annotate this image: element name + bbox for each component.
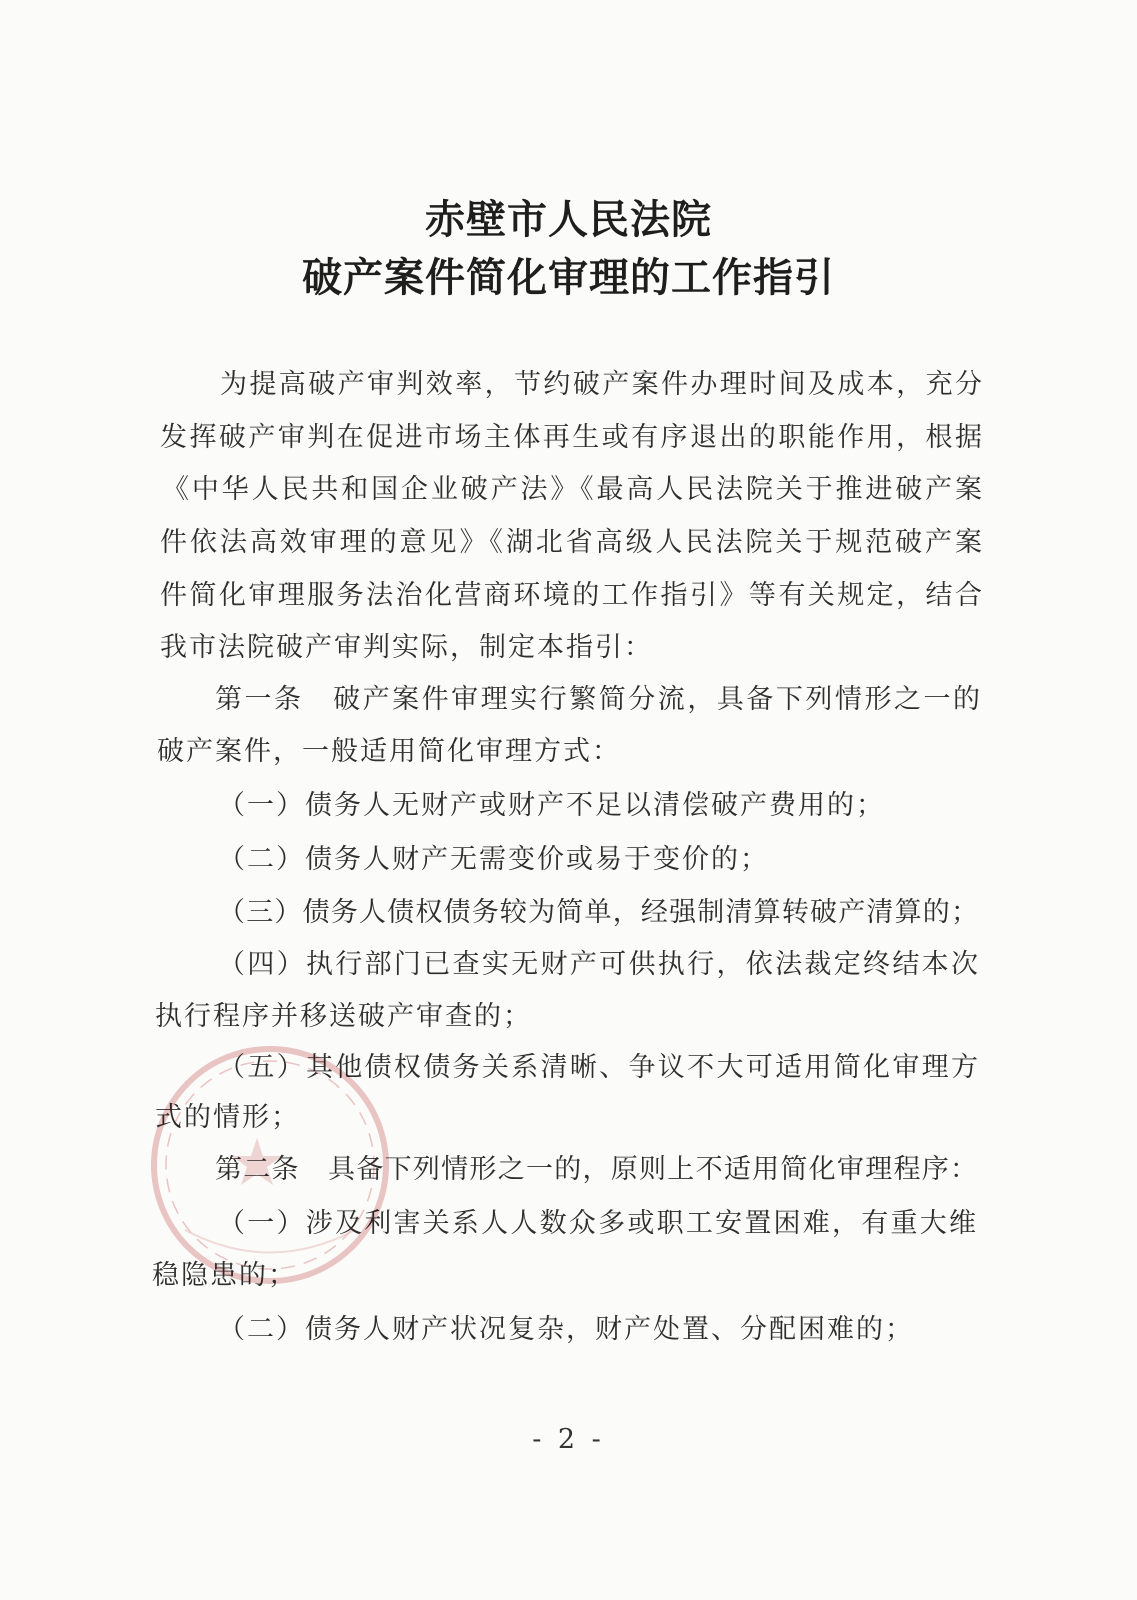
list-item-continuation: 执行程序并移送破产审查的； [155, 1001, 532, 1032]
list-item: （二）债务人财产无需变价或易于变价的； [218, 844, 769, 875]
article-2-heading-line: 第二条 具备下列情形之一的，原则上不适用简化审理程序： [215, 1154, 977, 1185]
document-title-line-1: 赤壁市人民法院 [425, 196, 712, 243]
list-item: （五）其他债权债务关系清晰、争议不大可适用简化审理方 [218, 1052, 978, 1083]
list-item: （二）债务人财产状况复杂，财产处置、分配困难的； [218, 1314, 914, 1345]
list-item: （一）债务人无财产或财产不足以清偿破产费用的； [218, 790, 885, 821]
list-item-continuation: 稳隐患的； [152, 1260, 297, 1291]
body-line: 破产案件，一般适用简化审理方式： [157, 736, 621, 767]
body-line: 件简化审理服务法治化营商环境的工作指引》等有关规定，结合 [160, 580, 982, 611]
body-line: 《中华人民共和国企业破产法》《最高人民法院关于推进破产案 [162, 474, 982, 505]
body-line: 为提高破产审判效率，节约破产案件办理时间及成本，充分 [220, 369, 982, 400]
article-1-heading-line: 第一条 破产案件审理实行繁简分流，具备下列情形之一的 [215, 684, 980, 715]
list-item: （三）债务人债权债务较为简单，经强制清算转破产清算的； [218, 897, 978, 928]
page-number: - 2 - [532, 1424, 605, 1455]
body-line: 我市法院破产审判实际，制定本指引： [160, 632, 653, 663]
document-title-line-2: 破产案件简化审理的工作指引 [302, 254, 835, 301]
list-item: （四）执行部门已查实无财产可供执行，依法裁定终结本次 [218, 949, 978, 980]
body-line: 发挥破产审判在促进市场主体再生或有序退出的职能作用，根据 [160, 422, 982, 453]
list-item-continuation: 式的情形； [155, 1102, 300, 1133]
list-item: （一）涉及利害关系人人数众多或职工安置困难，有重大维 [218, 1208, 976, 1239]
body-line: 件依法高效审理的意见》《湖北省高级人民法院关于规范破产案 [160, 527, 982, 558]
